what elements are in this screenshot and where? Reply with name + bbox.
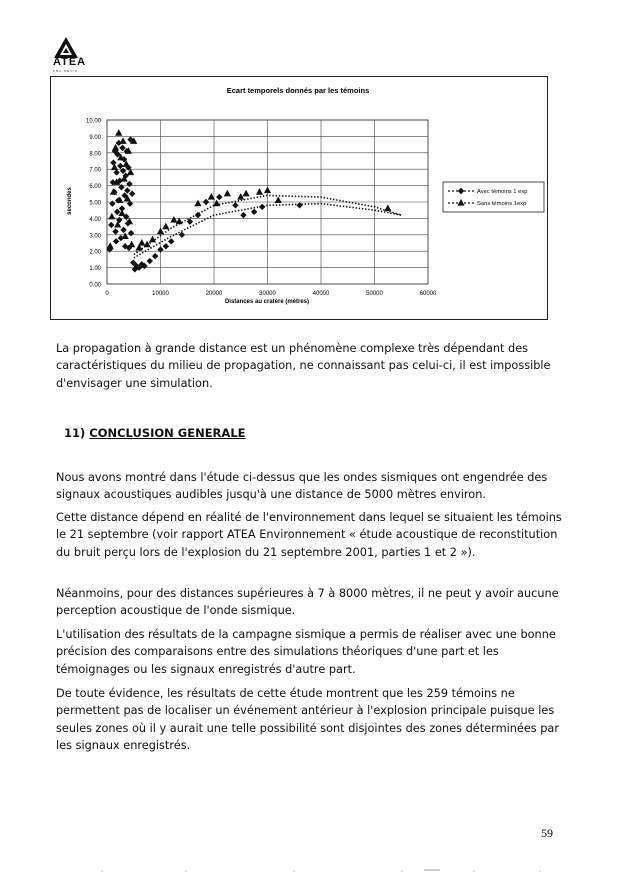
legend-label: Avec témoins 1 exp	[477, 189, 528, 196]
x-tick-label: 10000	[152, 291, 169, 297]
paragraph-conclusion-2: Cette distance dépend en réalité de l'environnement dans lequel se situaient les témoins le 21 septembre (voir rapport ATEA Environnement « étude acoustique de reconstitution du bruit perçu lors de l'explosion du 21 septembre 2001, parties 1 et 2 »).	[56, 511, 562, 559]
atea-logo	[50, 36, 96, 76]
chart-title: Ecart temporels donnés par les témoins	[226, 86, 370, 95]
chart-frame	[50, 76, 548, 320]
y-axis-label: secondes	[67, 187, 73, 215]
y-tick-label: 9.00	[89, 134, 101, 141]
scatter-chart	[51, 77, 547, 319]
logo-word: ATEA	[53, 56, 87, 68]
legend-label: Sans témoins 1exp	[477, 201, 527, 208]
y-tick-label: 3.00	[89, 233, 101, 240]
paragraph-propagation: La propagation à grande distance est un phénomène complexe très dépendant des caractéristiques du milieu de propagation, ne connaissant pas celui-ci, il est impossible d'envisager une simulation.	[56, 342, 551, 390]
x-axis-label: Distances au cratère (mètres)	[224, 299, 310, 305]
x-tick-label: 20000	[205, 291, 223, 297]
page-number: 59	[541, 826, 553, 840]
y-tick-label: 2.00	[89, 249, 101, 256]
paragraph-conclusion-3: Néanmoins, pour des distances supérieures à 7 à 8000 mètres, il ne peut y avoir aucune perception acoustique de l'onde sismique.	[56, 587, 559, 618]
section-number: 11)	[64, 426, 86, 440]
logo-tagline: ENV·ENVIR	[53, 69, 79, 73]
x-tick-label: 0	[105, 291, 109, 297]
y-tick-label: 1.00	[89, 266, 101, 273]
x-tick-label: 50000	[366, 291, 383, 297]
y-tick-label: 8.00	[89, 151, 101, 158]
y-tick-label: 4.00	[89, 216, 101, 223]
x-tick-label: 30000	[259, 291, 276, 297]
paragraph-conclusion-1: Nous avons montré dans l'étude ci-dessus que les ondes sismiques ont engendrée des signaux acoustiques audibles jusqu'à une distance de 5000 mètres environ.	[56, 471, 548, 502]
y-tick-label: 0.00	[89, 282, 101, 289]
scan-artifacts	[0, 868, 620, 874]
legend	[443, 182, 544, 212]
y-tick-label: 6.00	[89, 184, 101, 191]
y-tick-label: 7.00	[89, 167, 101, 174]
y-tick-label: 10.00	[85, 118, 101, 125]
y-tick-label: 5.00	[89, 200, 101, 207]
x-tick-label: 40000	[312, 291, 330, 297]
section-heading	[64, 426, 246, 440]
section-title: CONCLUSION GENERALE	[89, 426, 246, 440]
paragraph-conclusion-4: L'utilisation des résultats de la campagne sismique a permis de réaliser avec une bonne précision des comparaisons entre des simulations théoriques d'une part et les témoignages ou les signaux enregistrés d'autre part.	[56, 628, 556, 676]
x-tick-label: 60000	[419, 291, 437, 297]
paragraph-conclusion-5: De toute évidence, les résultats de cette étude montrent que les 259 témoins ne permettent pas de localiser un événement antérieur à l'explosion principale puisque les seules zones où il y aurait une telle possibilité sont disjointes des zones déterminées par les signaux enregistrés.	[56, 687, 559, 753]
